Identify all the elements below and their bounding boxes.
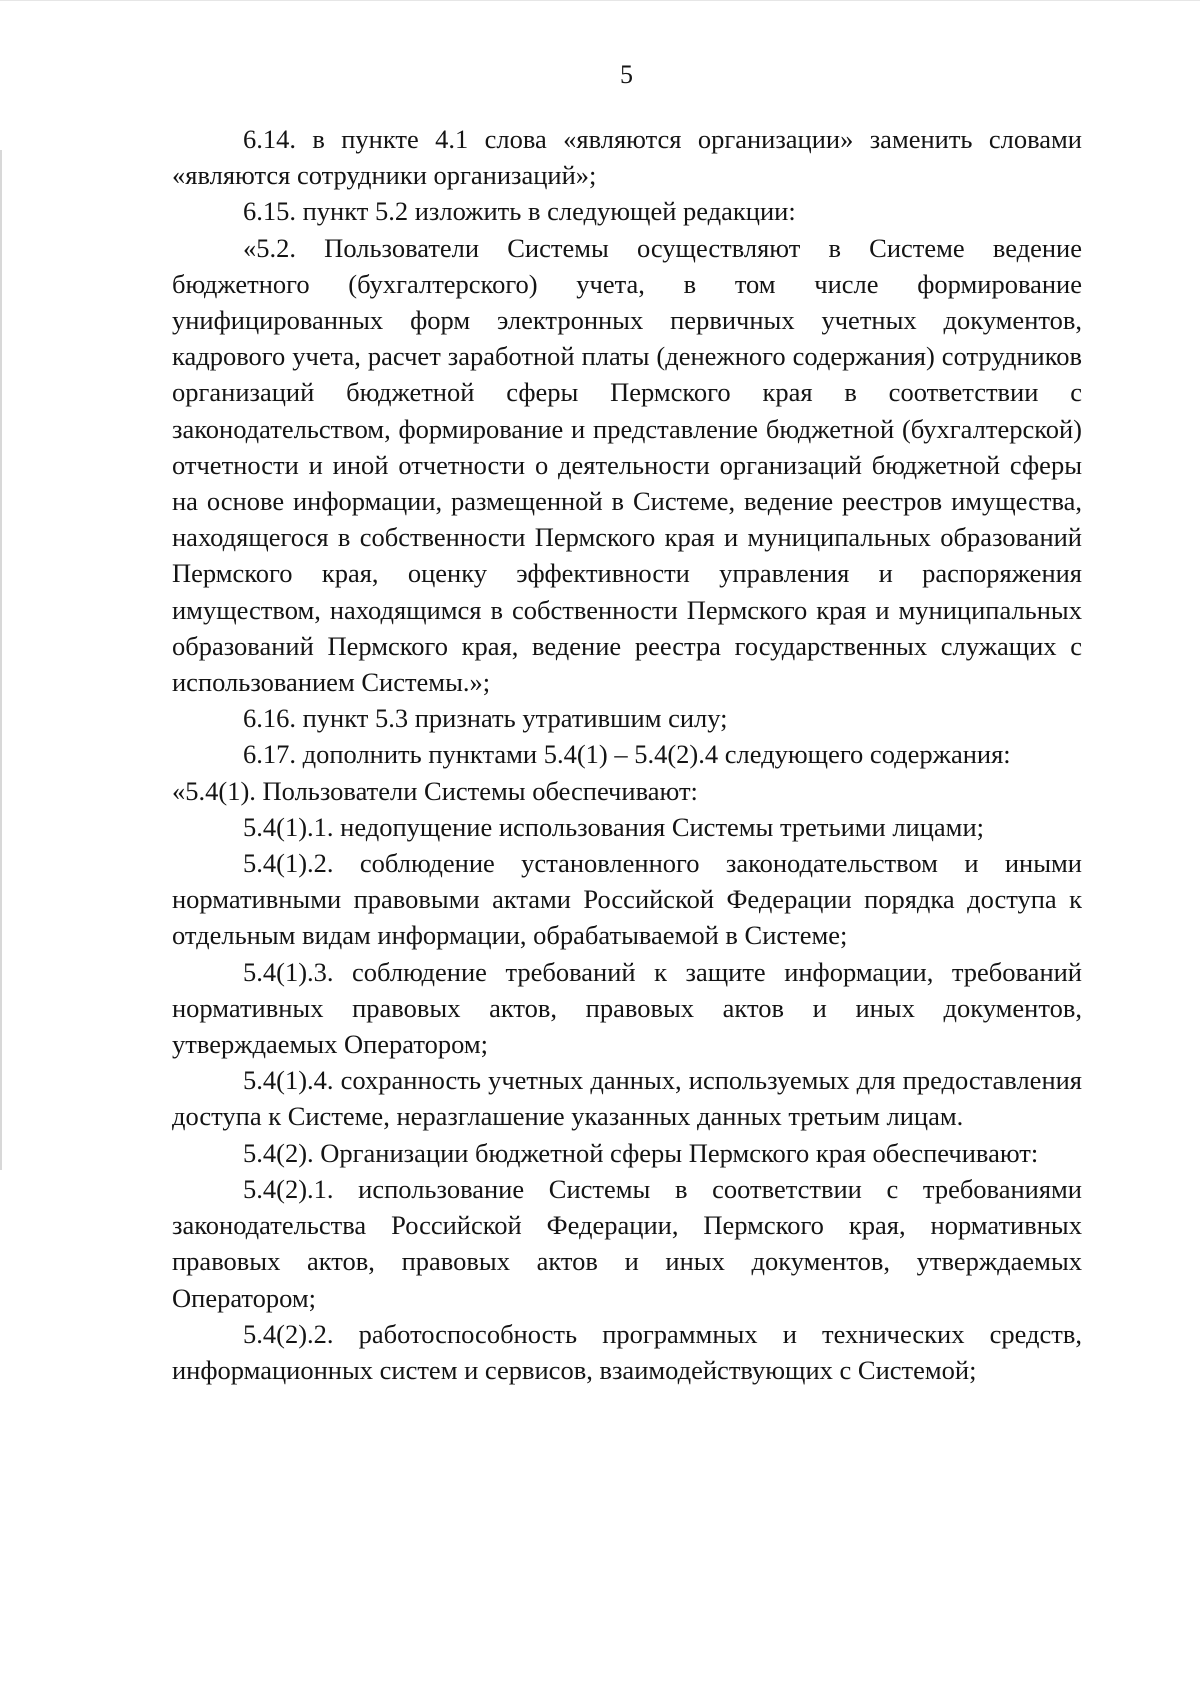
paragraph-5-4-1-3: 5.4(1).3. соблюдение требований к защите информации, требований нормативных правовых актов, правовых актов и иных документов, утверждаемых Оператором; — [172, 956, 1082, 1060]
document-body — [172, 121, 1082, 1388]
paragraph-5-4-1-4: 5.4(1).4. сохранность учетных данных, используемых для предоставления доступа к Системе, неразглашение указанных данных третьим лицам. — [172, 1065, 1082, 1132]
paragraph-5-4-1: «5.4(1). Пользователи Системы обеспечивают: — [172, 775, 698, 806]
paragraph-6-17: 6.17. дополнить пунктами 5.4(1) – 5.4(2).4 следующего содержания: — [243, 739, 1011, 770]
paragraph-6-15: 6.15. пункт 5.2 изложить в следующей редакции: — [243, 196, 796, 227]
paragraph-5-4-2-1: 5.4(2).1. использование Системы в соответствии с требованиями законодательства Российской Федерации, Пермского края, нормативных правовых актов, правовых актов и иных документов, утверждаемых Оператором; — [172, 1173, 1082, 1313]
paragraph-5-4-1-1: 5.4(1).1. недопущение использования Системы третьими лицами; — [243, 811, 984, 842]
scan-edge-left — [0, 150, 2, 1170]
page-number: 5 — [620, 60, 633, 89]
scan-edge-top — [0, 0, 1200, 1]
paragraph-5-4-1-2: 5.4(1).2. соблюдение установленного законодательством и иными нормативными правовыми актами Российской Федерации порядка доступа к отдельным видам информации, обрабатываемой в Системе; — [172, 848, 1082, 951]
paragraph-6-14: 6.14. в пункте 4.1 слова «являются организации» заменить словами «являются сотрудники организаций»; — [172, 124, 1082, 191]
paragraph-5-2-quote: «5.2. Пользователи Системы осуществляют в Системе ведение бюджетного (бухгалтерского) учета, в том числе формирование унифицированных форм электронных первичных учетных документов, кадрового учета, расчет заработной платы (денежного содержания) сотрудников организаций бюджетной сферы Пермского края в соответствии с законодательством, формирование и представление бюджетной (бухгалтерской) отчетности и иной отчетности о деятельности организаций бюджетной сферы на основе информации, размещенной в Системе, ведение реестров имущества, находящегося в собственности Пермского края и муниципальных образований Пермского края, оценку эффективности управления и распоряжения имуществом, находящимся в собственности Пермского края и муниципальных образований Пермского края, ведение реестра государственных служащих с использованием Системы.»; — [172, 232, 1082, 698]
paragraph-5-4-2: 5.4(2). Организации бюджетной сферы Пермского края обеспечивают: — [243, 1137, 1039, 1168]
paragraph-6-16: 6.16. пункт 5.3 признать утратившим силу; — [243, 703, 728, 734]
paragraph-5-4-2-2: 5.4(2).2. работоспособность программных и технических средств, информационных систем и сервисов, взаимодействующих с Системой; — [172, 1318, 1082, 1385]
